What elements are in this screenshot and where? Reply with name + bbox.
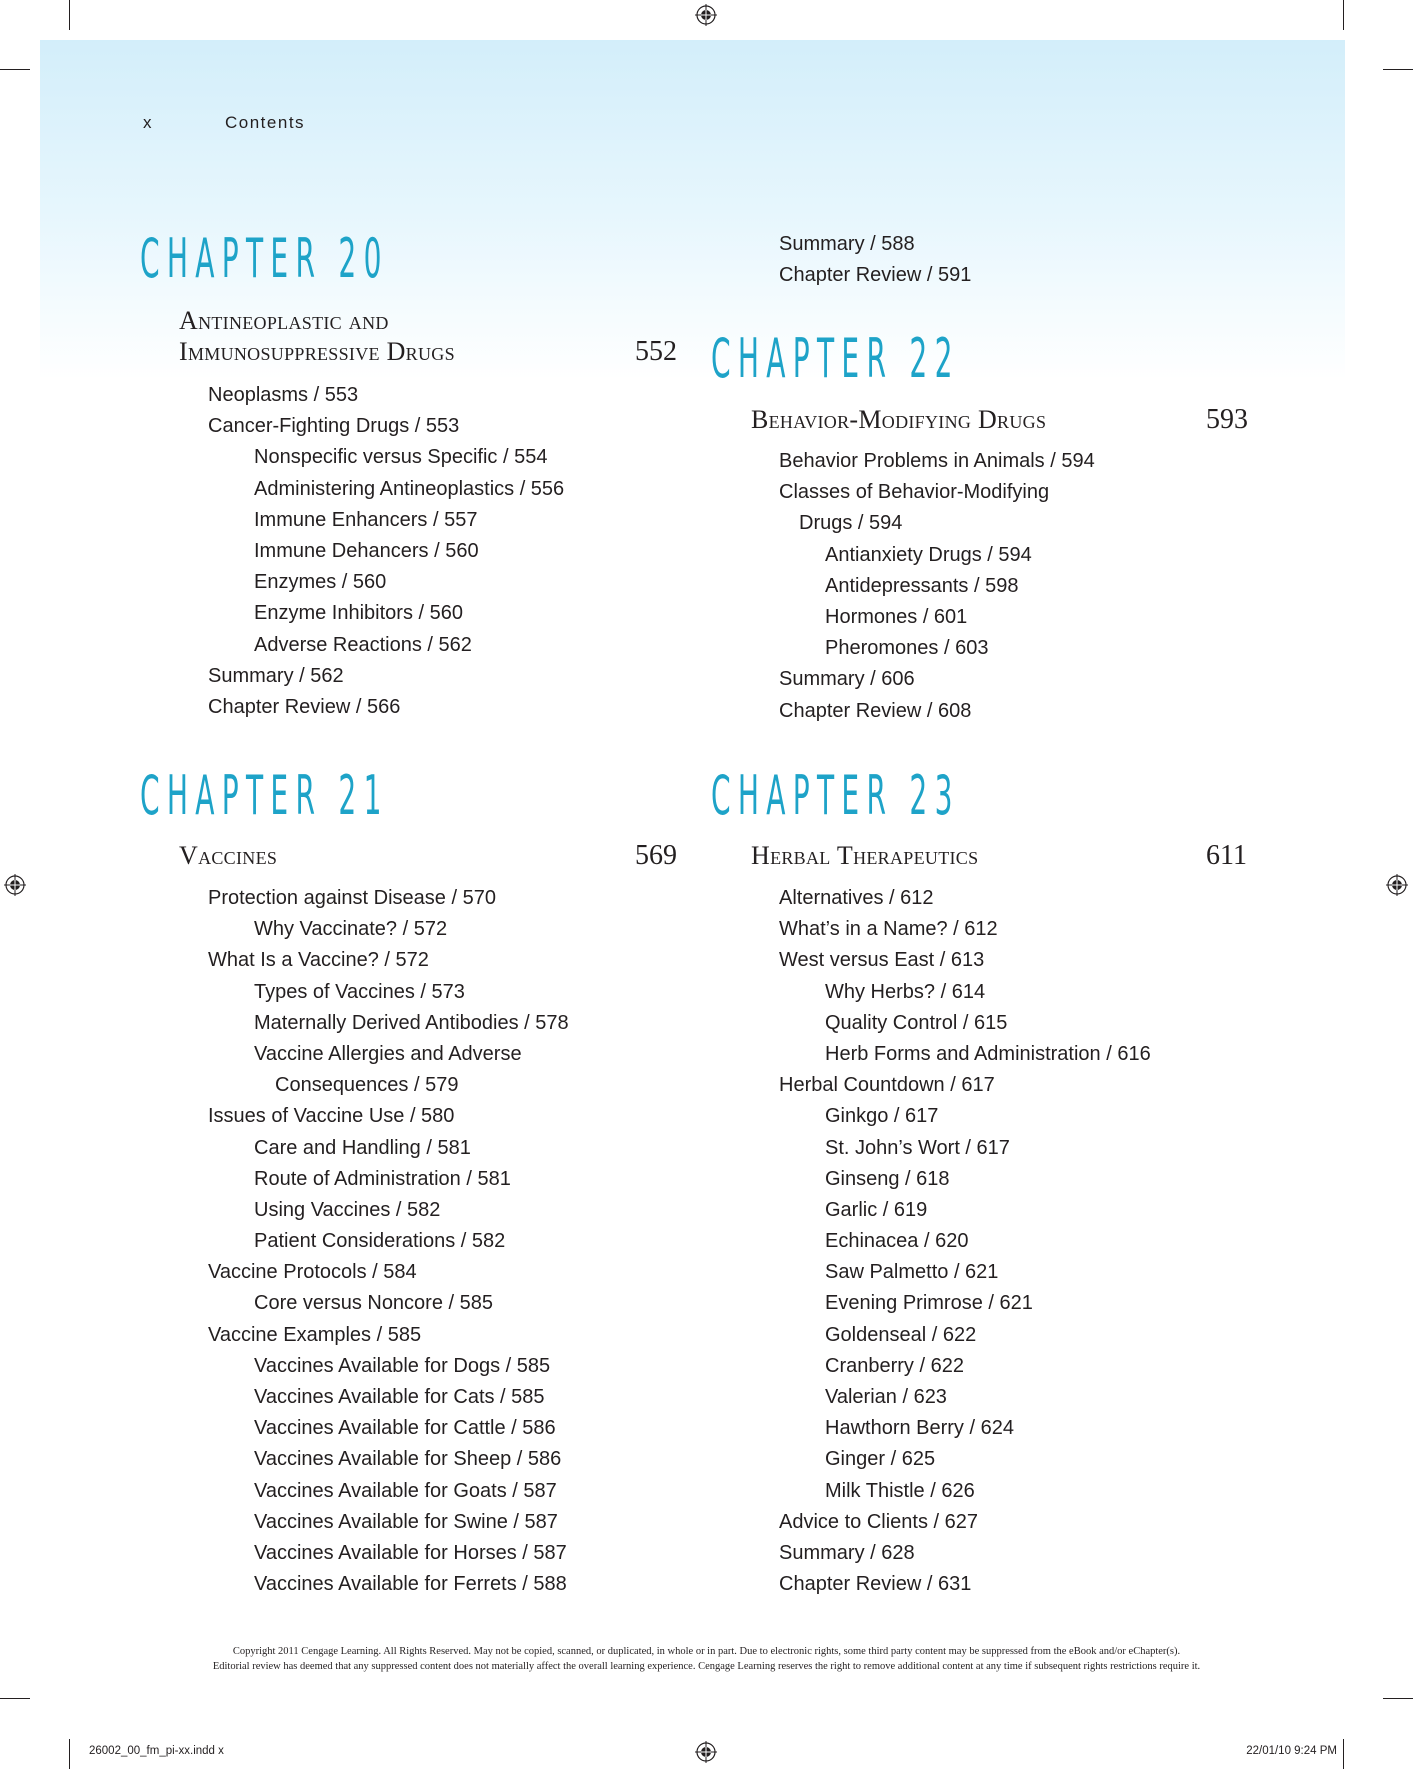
toc-entry: Protection against Disease / 570 [208,887,496,909]
toc-entry: Care and Handling / 581 [254,1136,471,1159]
chapter-page-number: 611 [1206,840,1247,871]
toc-entry: Adverse Reactions / 562 [254,633,472,656]
chapter-title [179,305,455,367]
toc-list [208,380,564,723]
toc-entry: Issues of Vaccine Use / 580 [208,1105,455,1128]
toc-entry: Core versus Noncore / 585 [254,1292,494,1315]
toc-entry: West versus East / 613 [779,949,985,972]
toc-entry: Saw Palmetto / 621 [825,1261,999,1284]
toc-entry: Vaccines Available for Dogs / 585 [254,1354,551,1377]
crop-mark [1383,1698,1413,1699]
toc-entry: Chapter Review / 591 [779,264,972,287]
crop-mark [1343,1739,1344,1769]
toc-entry: Milk Thistle / 626 [825,1479,975,1502]
chapter-page-number: 552 [635,336,677,367]
toc-entry: Summary / 588 [779,233,915,255]
toc-entry: Antidepressants / 598 [825,574,1019,597]
toc-entry: Herbal Countdown / 617 [779,1074,995,1097]
toc-entry: Vaccine Allergies and Adverse [254,1042,522,1065]
toc-entry: Why Vaccinate? / 572 [254,918,448,941]
slug-date: 22/01/10 9:24 PM [1246,1745,1337,1757]
toc-entry: Chapter Review / 566 [208,695,401,718]
toc-entry: Antianxiety Drugs / 594 [825,543,1032,566]
toc-entry: Chapter Review / 608 [779,699,972,722]
toc-entry: Vaccines Available for Horses / 587 [254,1541,567,1564]
toc-entry: Alternatives / 612 [779,887,934,909]
toc-entry: Drugs / 594 [799,512,903,535]
toc-entry: Immune Dehancers / 560 [254,539,479,562]
chapter-title [179,840,277,871]
toc-list-continued [779,229,971,291]
toc-entry: Vaccine Protocols / 584 [208,1261,417,1284]
toc-entry: Vaccines Available for Sheep / 586 [254,1448,562,1471]
crop-mark [0,69,30,70]
toc-entry: Ginger / 625 [825,1448,936,1471]
page-folio: x [143,113,153,132]
toc-entry: St. John’s Wort / 617 [825,1136,1010,1159]
chapter-heading: CHAPTER 21 [140,764,389,827]
toc-entry: Hormones / 601 [825,605,968,628]
copyright-line: Editorial review has deemed that any suppressed content does not materially affect the overall learning experience. Cengage Learning reserves the right to remove additional content at any time if subsequent rights restrictions require it. [212,1661,1201,1672]
registration-mark-icon [695,4,717,26]
crop-mark [1343,0,1344,30]
toc-entry: Vaccines Available for Ferrets / 588 [254,1573,567,1596]
chapter-page-number: 593 [1206,404,1248,435]
toc-entry: Enzymes / 560 [254,571,387,594]
chapter-title-line: Behavior-Modifying Drugs [751,405,1047,434]
toc-entry: Vaccines Available for Goats / 587 [254,1479,557,1502]
chapter-title-line: Antineoplastic and [179,306,389,335]
chapter-page-number: 569 [635,840,677,871]
chapter-title [751,404,1046,435]
crop-mark [69,0,70,30]
toc-list [208,883,569,1600]
toc-entry: Route of Administration / 581 [254,1167,511,1190]
crop-mark [0,1698,30,1699]
toc-entry: Neoplasms / 553 [208,384,359,406]
toc-entry: Ginseng / 618 [825,1167,950,1190]
toc-entry: Ginkgo / 617 [825,1105,939,1128]
toc-entry: Valerian / 623 [825,1386,947,1408]
registration-mark-icon [695,1741,717,1763]
toc-entry: Vaccines Available for Cats / 585 [254,1386,545,1408]
toc-entry: Cranberry / 622 [825,1354,964,1377]
toc-entry: Behavior Problems in Animals / 594 [779,450,1095,472]
chapter-heading: CHAPTER 20 [140,227,389,290]
toc-entry: Garlic / 619 [825,1198,928,1221]
running-head-label: Contents [225,113,306,132]
chapter-heading: CHAPTER 22 [711,327,960,390]
toc-entry: Patient Considerations / 582 [254,1230,506,1253]
toc-entry: Chapter Review / 631 [779,1573,972,1596]
toc-entry: Hawthorn Berry / 624 [825,1417,1014,1440]
registration-mark-icon [4,874,26,896]
chapter-title [751,840,978,871]
slug-file: 26002_00_fm_pi-xx.indd x [89,1745,224,1757]
toc-entry: Maternally Derived Antibodies / 578 [254,1011,569,1034]
toc-entry: What’s in a Name? / 612 [779,918,998,941]
toc-list [779,883,1151,1600]
toc-entry: Types of Vaccines / 573 [254,980,465,1003]
toc-entry: Cancer-Fighting Drugs / 553 [208,415,460,438]
toc-entry: Echinacea / 620 [825,1230,969,1253]
toc-entry: Nonspecific versus Specific / 554 [254,446,548,469]
copyright-notice [0,1644,1413,1674]
registration-mark-icon [1386,874,1408,896]
toc-entry: Using Vaccines / 582 [254,1198,441,1221]
toc-entry: Vaccines Available for Swine / 587 [254,1510,558,1533]
toc-entry: Classes of Behavior-Modifying [779,481,1050,504]
toc-entry: Advice to Clients / 627 [779,1510,978,1533]
running-head [143,113,305,133]
copyright-line: Copyright 2011 Cengage Learning. All Rights Reserved. May not be copied, scanned, or duplicated, in whole or in part. Due to electronic rights, some third party content may be suppressed from the eBook and/or eChapter(s). [232,1646,1181,1657]
chapter-title-line: Vaccines [179,841,278,870]
toc-entry: Pheromones / 603 [825,637,989,660]
toc-list [779,446,1095,727]
chapter-title-line: Herbal Therapeutics [751,841,979,870]
toc-entry: Administering Antineoplastics / 556 [254,477,565,500]
toc-entry: What Is a Vaccine? / 572 [208,949,429,972]
toc-entry: Vaccines Available for Cattle / 586 [254,1417,556,1440]
toc-entry: Enzyme Inhibitors / 560 [254,602,463,625]
crop-mark [1383,69,1413,70]
toc-entry: Herb Forms and Administration / 616 [825,1042,1151,1065]
toc-entry: Summary / 606 [779,668,915,691]
toc-entry: Consequences / 579 [275,1074,459,1097]
toc-entry: Goldenseal / 622 [825,1323,977,1346]
toc-entry: Summary / 562 [208,664,344,687]
toc-entry: Summary / 628 [779,1541,915,1564]
toc-entry: Why Herbs? / 614 [825,980,986,1003]
toc-entry: Evening Primrose / 621 [825,1292,1033,1315]
toc-entry: Quality Control / 615 [825,1011,1008,1034]
toc-entry: Vaccine Examples / 585 [208,1323,422,1346]
crop-mark [69,1739,70,1769]
chapter-heading: CHAPTER 23 [711,764,960,827]
chapter-title-line: Immunosuppressive Drugs [179,337,455,366]
toc-entry: Immune Enhancers / 557 [254,508,478,531]
